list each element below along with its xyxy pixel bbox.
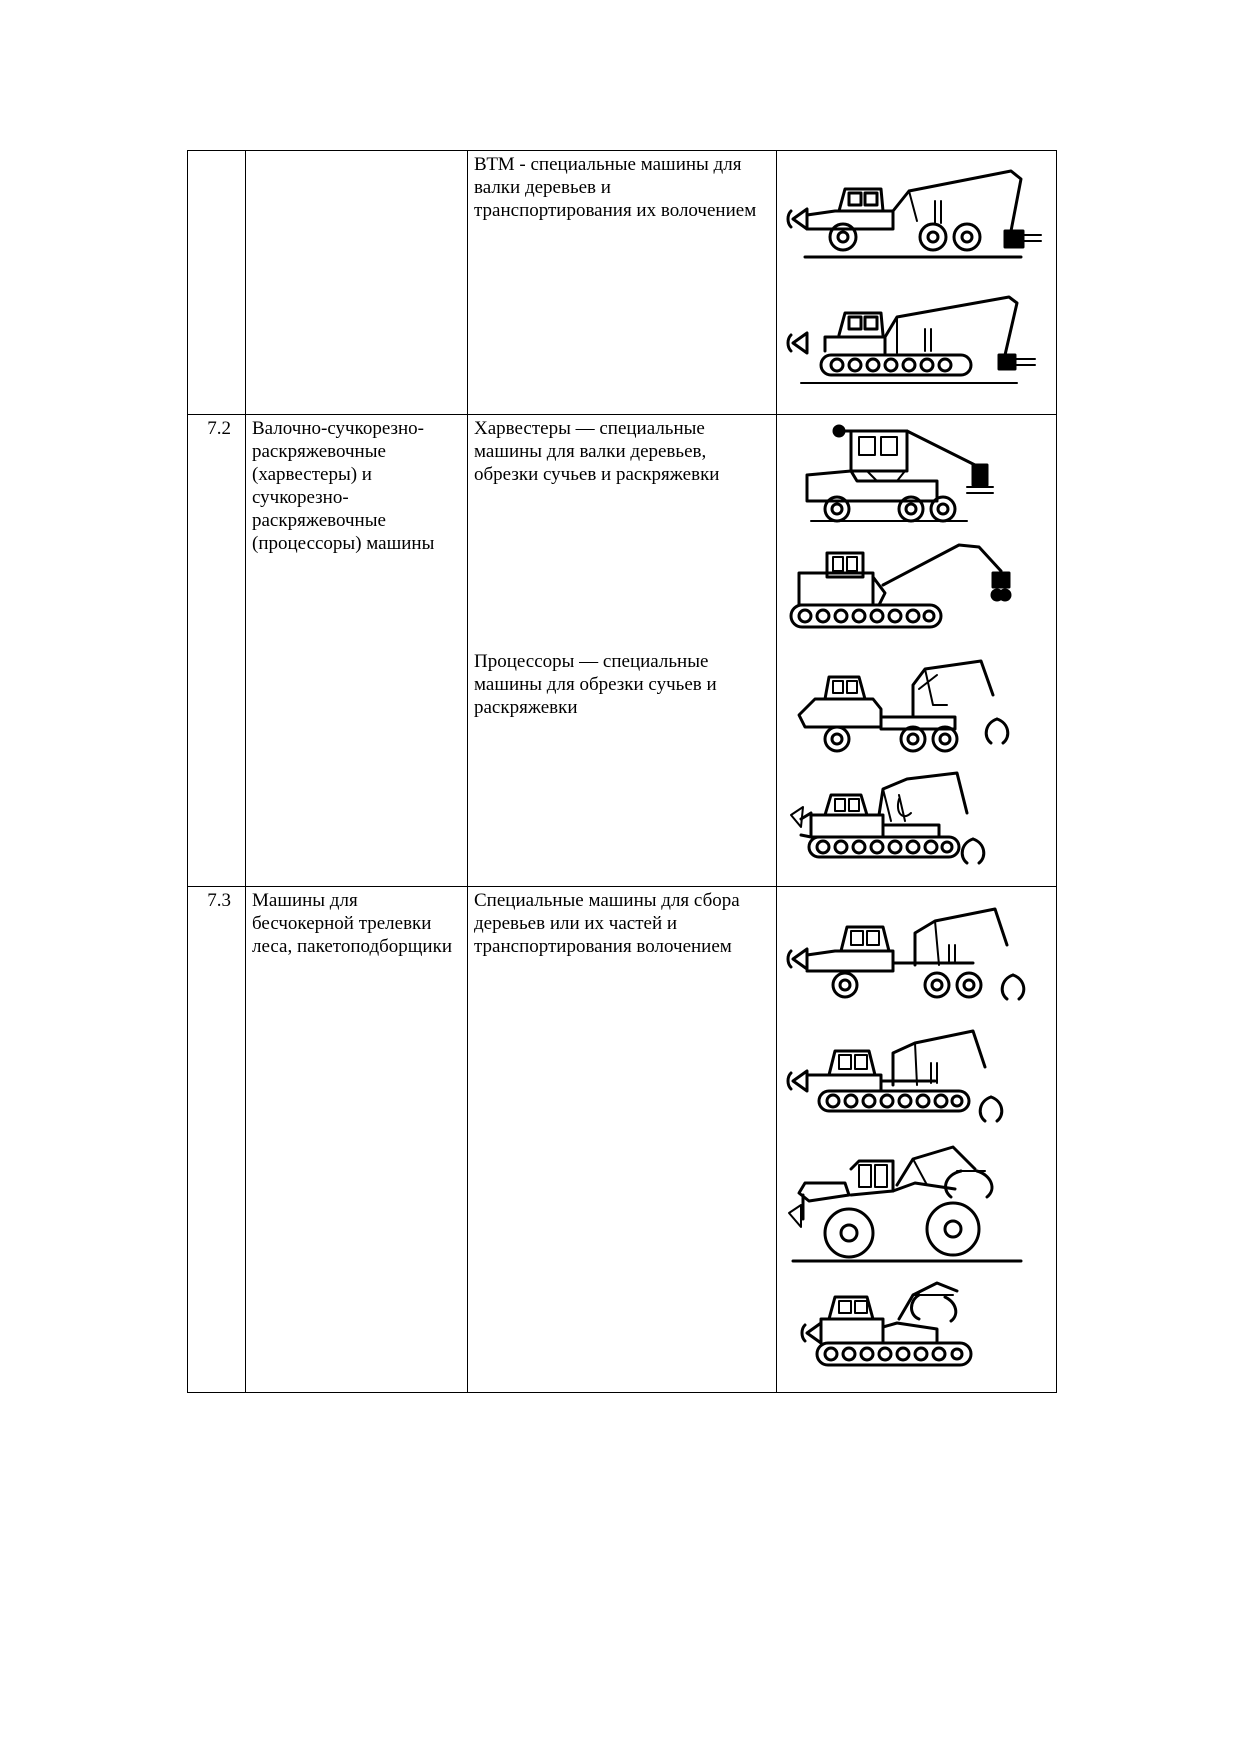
tracked-feller-forwarder-icon (777, 281, 1053, 411)
table-row (188, 151, 1057, 415)
machine-illustrations (777, 887, 1057, 1393)
tracked-harvester-icon (777, 531, 1053, 647)
processor-description: Процессоры — специальные машины для обрезки сучьев и раскряжевки (474, 651, 717, 718)
machine-illustrations (777, 415, 1057, 887)
machine-description: ВТМ - специальные машины для валки деревьев и транспортирования их волочением (468, 151, 777, 415)
table-row (188, 415, 1057, 887)
tracked-grapple-skidder-boom-icon (777, 1011, 1053, 1135)
machine-classification-table (187, 150, 1057, 1393)
wheeled-grapple-skidder-boom-icon (777, 887, 1053, 1011)
table-row (188, 887, 1057, 1393)
machine-description (468, 415, 777, 887)
row-number (188, 151, 246, 415)
machine-type-name: Валочно-сучкорезно-раскряжевочные (харвестеры) и сучкорезно-раскряжевочные (процессоры) машины (246, 415, 468, 887)
machine-description: Специальные машины для сбора деревьев или их частей и транспортирования волочением (468, 887, 777, 1393)
wheeled-processor-icon (777, 647, 1053, 763)
machine-illustrations (777, 151, 1057, 415)
wheeled-feller-forwarder-icon (777, 151, 1053, 281)
wheeled-grapple-skidder-icon (777, 1135, 1053, 1269)
wheeled-harvester-icon (777, 415, 1053, 531)
machine-type-name: Машины для бесчокерной трелевки леса, пакетоподборщики (246, 887, 468, 1393)
row-number: 7.3 (188, 887, 246, 1393)
row-number: 7.2 (188, 415, 246, 887)
harvester-description: Харвестеры — специальные машины для валки деревьев, обрезки сучьев и раскряжевки (474, 418, 720, 485)
tracked-grapple-skidder-icon (777, 1269, 1053, 1385)
machine-type-name (246, 151, 468, 415)
tracked-processor-icon (777, 763, 1053, 879)
